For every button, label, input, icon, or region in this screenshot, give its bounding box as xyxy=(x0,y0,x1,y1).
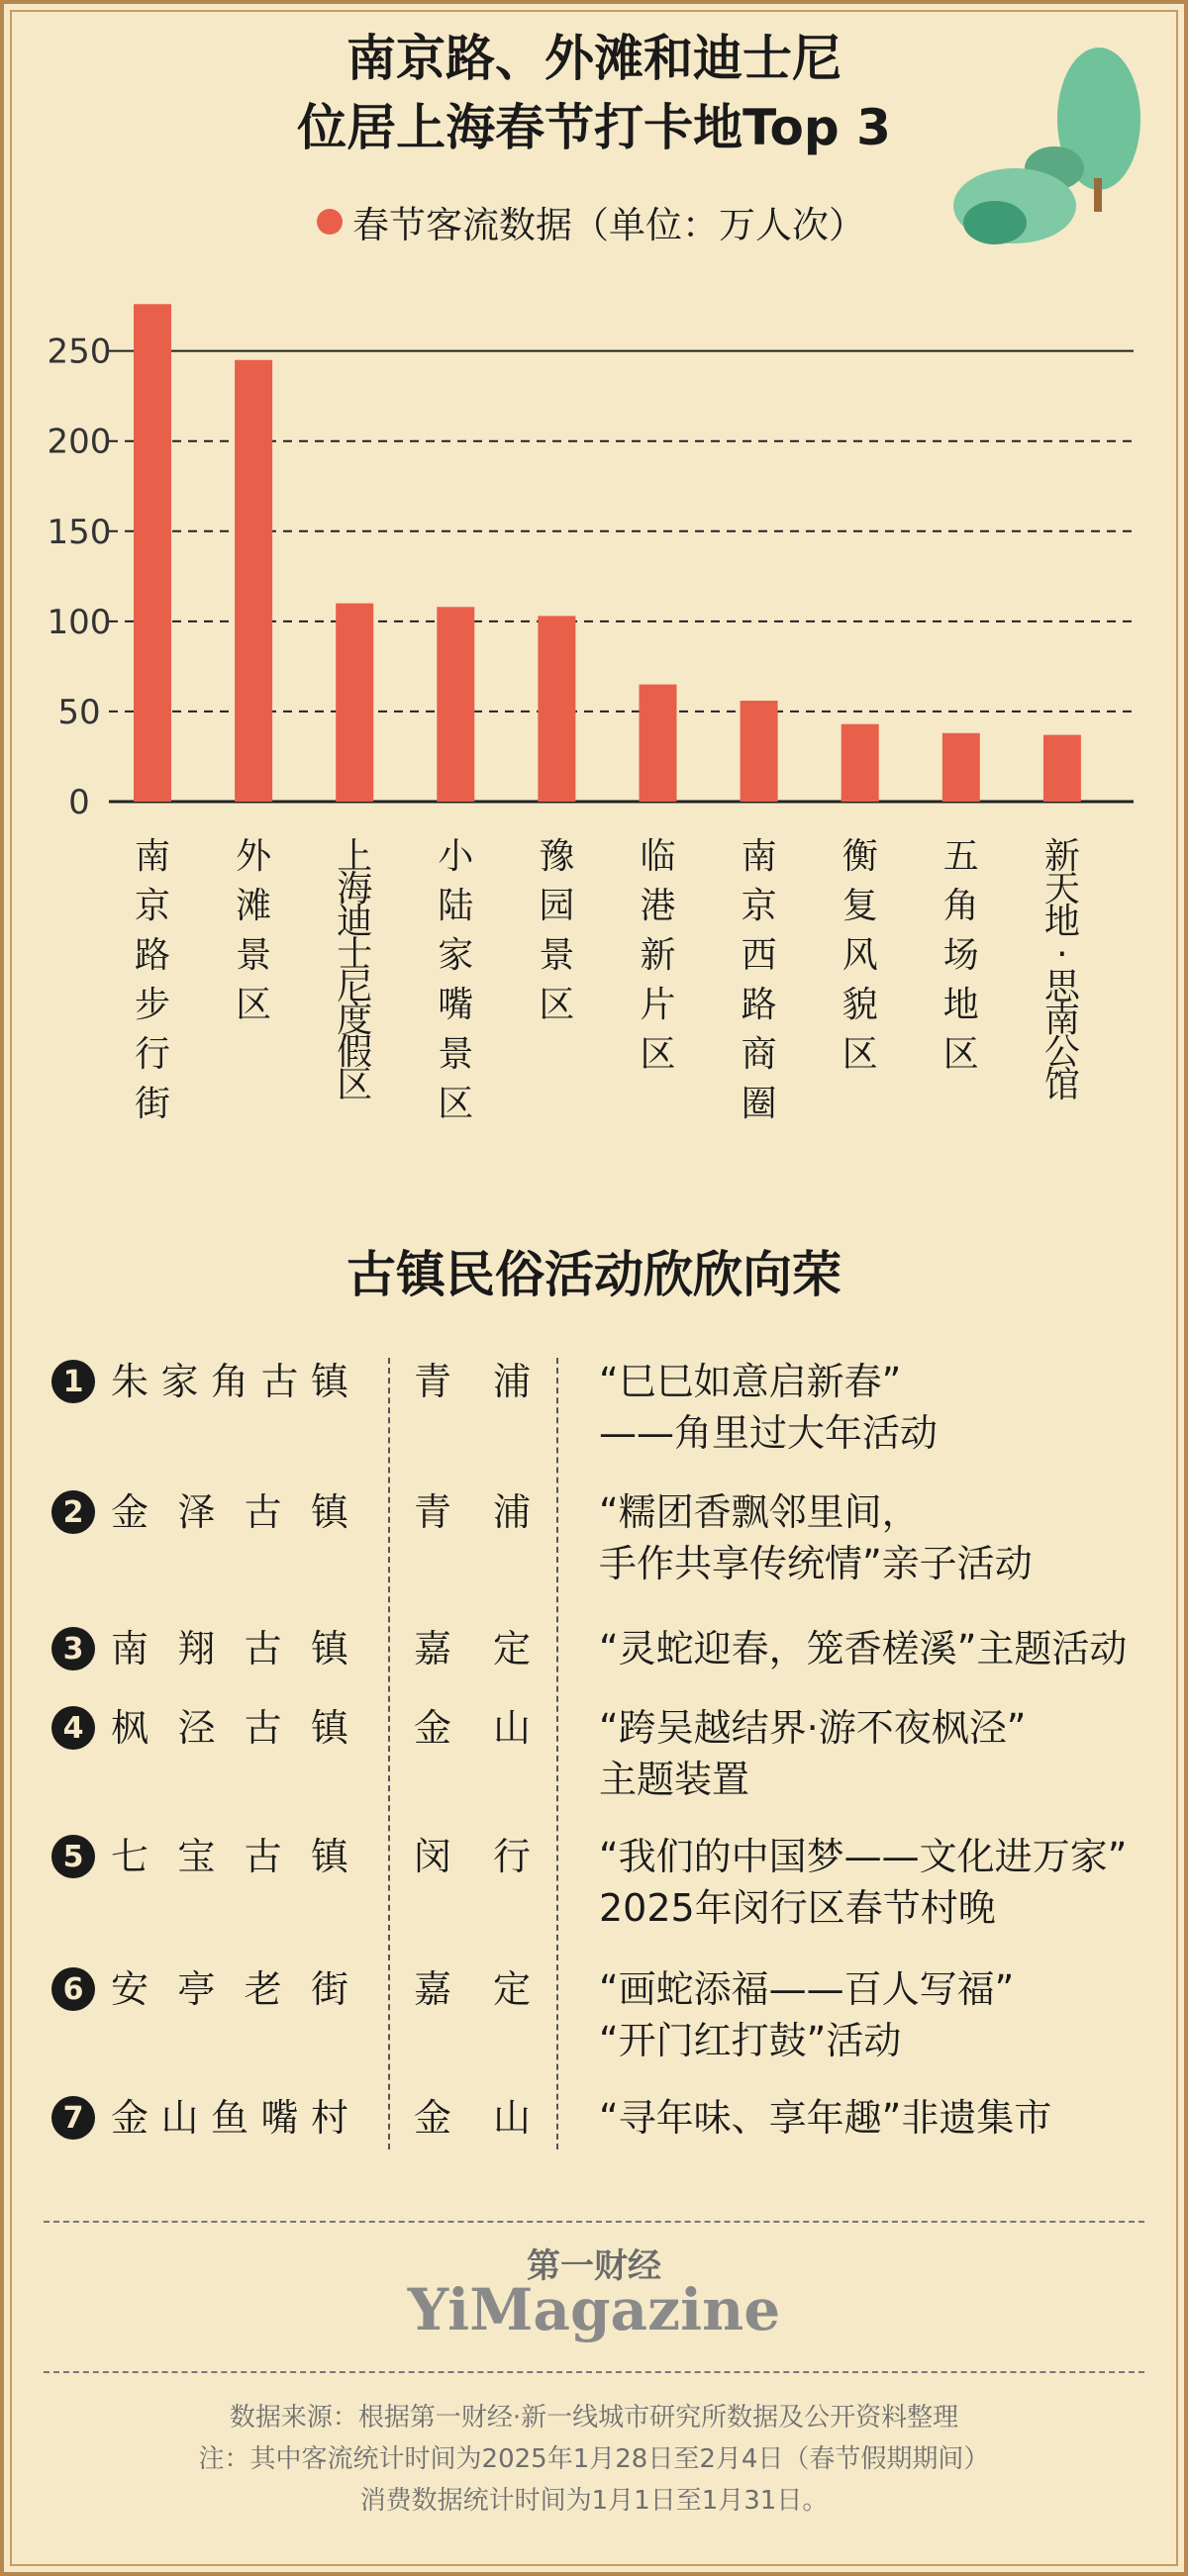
town-district: 青浦 xyxy=(414,1360,531,1403)
town-activity-line-2: 手作共享传统情”亲子活动 xyxy=(599,1542,1033,1585)
bar-chart xyxy=(0,277,1188,1168)
bar-3 xyxy=(336,604,373,802)
category-label-5-char-3: 景 xyxy=(539,935,575,976)
town-name: 金山鱼嘴村 xyxy=(111,2096,348,2140)
title-line-1: 南京路、外滩和迪士尼 xyxy=(346,30,842,87)
town-activity-line-2: ——角里过大年活动 xyxy=(599,1411,939,1455)
column-divider-2 xyxy=(556,1358,558,2149)
category-label-3-char-3: 迪 xyxy=(337,902,373,942)
town-activity xyxy=(599,1623,1183,1674)
town-activity-line-2: “开门红打鼓”活动 xyxy=(599,2019,902,2062)
chart-legend xyxy=(317,194,865,249)
legend-swatch xyxy=(317,209,343,235)
y-tick-label-200: 200 xyxy=(47,422,112,462)
y-tick-label-0: 0 xyxy=(68,783,90,822)
bar-9 xyxy=(942,733,980,802)
town-district: 闵行 xyxy=(414,1835,531,1878)
town-activity-line-1: “画蛇添福——百人写福” xyxy=(599,1967,1015,2011)
category-label-2-char-1: 外 xyxy=(236,836,272,877)
category-label-1-char-1: 南 xyxy=(134,836,171,877)
category-label-10-char-8: 馆 xyxy=(1043,1065,1080,1105)
category-label-7-char-3: 西 xyxy=(741,935,777,976)
bar-8 xyxy=(842,724,879,802)
footnote-consumption: 消费数据统计时间为1月1日至1月31日。 xyxy=(359,2486,829,2516)
category-label-9-char-5: 区 xyxy=(942,1034,979,1075)
town-district: 嘉定 xyxy=(414,1627,531,1670)
category-label-7-char-2: 京 xyxy=(741,886,777,926)
category-label-7-char-5: 商 xyxy=(741,1034,777,1075)
category-label-4-char-3: 家 xyxy=(438,935,474,976)
category-label-2-char-2: 滩 xyxy=(236,886,272,926)
category-label-5-char-4: 区 xyxy=(539,985,575,1025)
category-label-3-char-4: 士 xyxy=(337,934,373,975)
category-label-7-char-1: 南 xyxy=(741,836,777,877)
town-activity xyxy=(599,1356,1183,1459)
category-label-3-char-2: 海 xyxy=(337,869,373,909)
category-label-7-char-6: 圈 xyxy=(741,1084,777,1124)
bar-1 xyxy=(134,304,171,802)
category-label-8-char-2: 复 xyxy=(842,886,878,926)
town-number-badge: 6 xyxy=(51,1967,95,2011)
town-activity xyxy=(599,1963,1183,2066)
town-district: 嘉定 xyxy=(414,1967,531,2011)
category-label-5-char-2: 园 xyxy=(539,886,575,926)
category-label-9-char-2: 角 xyxy=(942,886,979,926)
town-activity-line-1: “寻年味、享年趣”非遗集市 xyxy=(599,2096,1052,2140)
footnote-period: 注：其中客流统计时间为2025年1月28日至2月4日（春节假期期间） xyxy=(198,2444,990,2474)
town-number-badge: 7 xyxy=(51,2096,95,2140)
category-label-10-char-1: 新 xyxy=(1043,836,1080,877)
category-label-1-char-5: 行 xyxy=(134,1034,171,1075)
town-list xyxy=(0,1356,1188,2147)
category-label-1-char-4: 步 xyxy=(134,985,171,1025)
town-number-badge: 4 xyxy=(51,1706,95,1750)
town-name: 七宝古镇 xyxy=(111,1835,348,1878)
legend-label: 春节客流数据（单位：万人次） xyxy=(352,204,865,246)
category-label-3-char-5: 尼 xyxy=(337,967,373,1007)
town-name: 朱家角古镇 xyxy=(111,1360,348,1403)
category-label-1-char-3: 路 xyxy=(134,935,171,976)
category-label-8-char-5: 区 xyxy=(842,1034,878,1075)
bar-10 xyxy=(1043,735,1081,802)
title-line-2: 位居上海春节打卡地Top 3 xyxy=(297,99,891,156)
category-label-6-char-5: 区 xyxy=(640,1034,676,1075)
town-activity xyxy=(599,1702,1183,1805)
town-activity-line-1: “灵蛇迎春，笼香槎溪”主题活动 xyxy=(599,1627,1128,1670)
town-activity xyxy=(599,1486,1183,1589)
category-label-6-char-2: 港 xyxy=(640,886,676,926)
category-label-3-char-7: 假 xyxy=(337,1032,373,1073)
town-district: 青浦 xyxy=(414,1490,531,1534)
town-district: 金山 xyxy=(414,2096,531,2140)
town-activity-line-1: “跨吴越结界·游不夜枫泾” xyxy=(599,1706,1027,1750)
category-label-4-char-1: 小 xyxy=(438,836,474,877)
bar-4 xyxy=(437,607,474,802)
town-name: 南翔古镇 xyxy=(111,1627,348,1670)
category-label-9-char-3: 场 xyxy=(942,935,979,976)
town-activity-line-1: “巳巳如意启新春” xyxy=(599,1360,902,1403)
town-name: 枫泾古镇 xyxy=(111,1706,348,1750)
category-label-1-char-2: 京 xyxy=(134,886,171,926)
brand-logo-en: YiMagazine xyxy=(407,2276,781,2343)
town-number-badge: 1 xyxy=(51,1360,95,1403)
category-label-10-char-7: 公 xyxy=(1043,1032,1080,1073)
category-label-10-char-2: 天 xyxy=(1043,869,1080,909)
category-label-1-char-6: 街 xyxy=(134,1084,171,1124)
town-activity-line-2: 2025年闵行区春节村晚 xyxy=(599,1886,996,1930)
column-divider-1 xyxy=(388,1358,390,2149)
town-activity-line-1: “我们的中国梦——文化进万家” xyxy=(599,1835,1128,1878)
category-label-4-char-2: 陆 xyxy=(438,886,474,926)
category-label-4-char-4: 嘴 xyxy=(438,985,474,1025)
brand-logo-cn: 第一财经 xyxy=(527,2246,661,2286)
category-label-2-char-4: 区 xyxy=(236,985,272,1025)
town-activity xyxy=(599,1831,1183,1934)
town-name: 安亭老街 xyxy=(111,1967,348,2011)
bar-6 xyxy=(640,685,677,802)
category-label-5-char-1: 豫 xyxy=(539,836,575,877)
y-tick-label-100: 100 xyxy=(47,602,112,642)
category-label-8-char-1: 衡 xyxy=(842,836,878,877)
category-label-10-char-6: 南 xyxy=(1043,1000,1080,1040)
category-label-6-char-1: 临 xyxy=(640,836,676,877)
bar-5 xyxy=(538,616,575,802)
category-label-2-char-3: 景 xyxy=(236,935,272,976)
category-label-4-char-6: 区 xyxy=(438,1084,474,1124)
town-number-badge: 3 xyxy=(51,1627,95,1670)
town-number-badge: 5 xyxy=(51,1835,95,1878)
category-label-6-char-4: 片 xyxy=(640,985,676,1025)
y-tick-label-50: 50 xyxy=(57,692,101,732)
category-label-4-char-5: 景 xyxy=(438,1034,474,1075)
footnote-source: 数据来源：根据第一财经·新一线城市研究所数据及公开资料整理 xyxy=(229,2403,959,2433)
category-label-9-char-4: 地 xyxy=(942,985,979,1025)
category-label-7-char-4: 路 xyxy=(741,985,777,1025)
category-label-9-char-1: 五 xyxy=(942,836,979,877)
category-label-3-char-8: 区 xyxy=(337,1065,373,1105)
tree-decoration-icon xyxy=(945,40,1143,257)
category-label-3-char-6: 度 xyxy=(337,1000,373,1040)
brand-separator-bottom xyxy=(44,2371,1144,2373)
category-label-8-char-3: 风 xyxy=(842,935,878,976)
y-tick-label-250: 250 xyxy=(47,332,112,372)
y-tick-label-150: 150 xyxy=(47,512,112,552)
brand-separator-top xyxy=(44,2221,1144,2223)
town-district: 金山 xyxy=(414,1706,531,1750)
category-label-3-char-1: 上 xyxy=(337,836,373,877)
town-name: 金泽古镇 xyxy=(111,1490,348,1534)
bar-7 xyxy=(741,701,778,802)
category-label-10-char-4: · xyxy=(1056,934,1068,975)
category-label-10-char-5: 思 xyxy=(1043,967,1080,1007)
category-label-10-char-3: 地 xyxy=(1043,902,1080,942)
town-number-badge: 2 xyxy=(51,1490,95,1534)
category-label-6-char-3: 新 xyxy=(640,935,676,976)
section-title: 古镇民俗活动欣欣向荣 xyxy=(346,1246,842,1303)
category-label-8-char-4: 貌 xyxy=(842,985,878,1025)
town-activity-line-1: “糯团香飘邻里间， xyxy=(599,1490,920,1534)
town-activity xyxy=(599,2092,1183,2144)
bar-2 xyxy=(235,360,272,802)
town-activity-line-2: 主题装置 xyxy=(599,1758,750,1801)
